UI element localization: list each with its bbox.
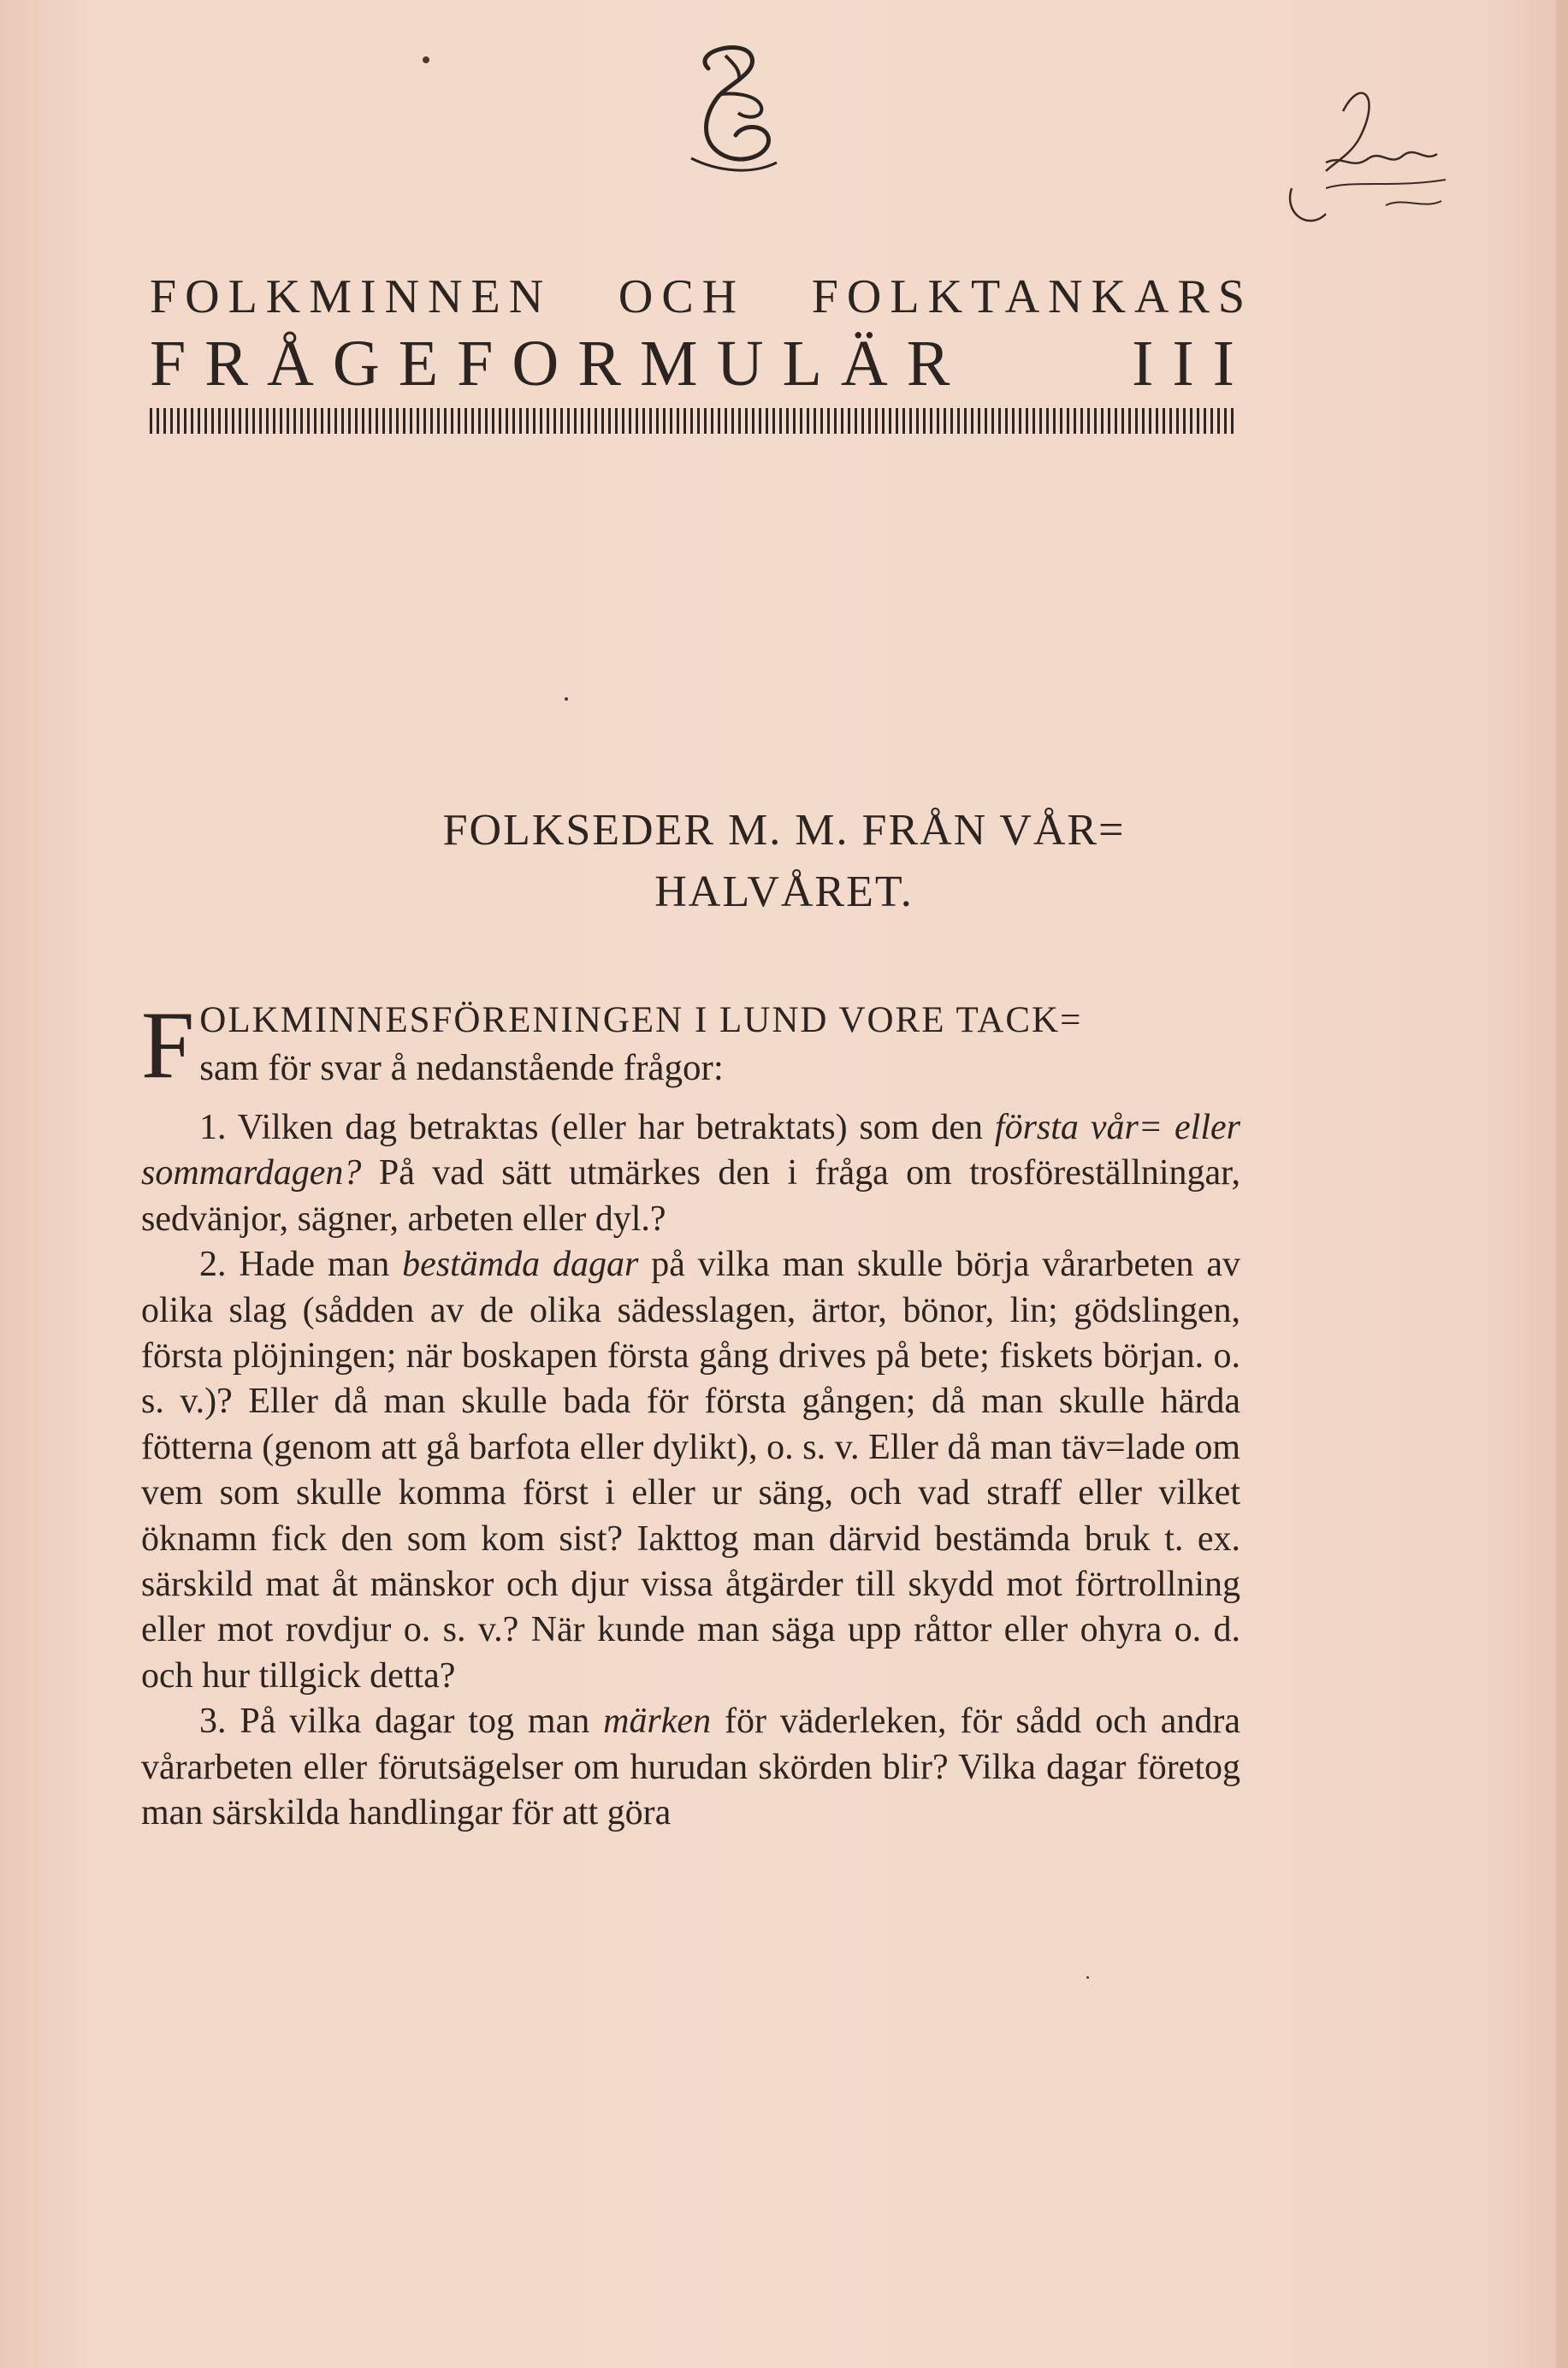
publisher-monogram — [657, 34, 785, 184]
question-text: Hade man — [239, 1245, 403, 1285]
ink-speck — [565, 697, 568, 701]
question-emphasis: första vår= eller sommardagen? — [141, 1108, 1241, 1193]
question-emphasis: märken — [603, 1702, 712, 1742]
drop-cap: F — [141, 992, 195, 1098]
intro-lead: OLKMINNESFÖRENINGEN I LUND VORE TACK= — [199, 1000, 1083, 1040]
ink-speck — [423, 56, 429, 63]
section-title-line-2: HALVÅRET. — [654, 867, 914, 916]
questions-body — [141, 1105, 1240, 1837]
question-3 — [141, 1699, 1240, 1836]
question-2 — [141, 1242, 1240, 1699]
question-text: för väderleken, för sådd och andra vårarbeten eller förutsägelser om hurudan skörden blir? Vilka dagar företog man särskilda handlingar för att göra — [141, 1702, 1241, 1833]
paper-edge — [1556, 0, 1568, 2368]
series-title: FOLKMINNEN OCH FOLKTANKARS — [150, 270, 1253, 323]
section-title-line-1: FOLKSEDER M. M. FRÅN VÅR= — [442, 806, 1126, 855]
handwritten-signature — [1232, 60, 1454, 257]
question-text: På vad sätt utmärkes den i fråga om trosföreställningar, sedvänjor, sägner, arbeten eller dyl.? — [141, 1153, 1240, 1239]
intro-rest: sam för svar å nedanstående frågor: — [199, 1048, 724, 1088]
question-number: 2. — [199, 1245, 227, 1285]
question-text: på vilka man skulle börja vårarbeten av olika slag (sådden av de olika sädesslagen, ärtor, bönor, lin; gödslingen, första plöjningen; när boskapen första gång drives på bete; fiskets början. o. s. v.)? Eller då man skulle bada för första gången; då man skulle härda fötterna (genom att gå barfota eller dylikt), o. s. v. Eller då man täv=lade om vem som skulle komma först i eller ur säng, och vad straff eller vilket öknamn fick den som kom sist? Iakttog man därvid bestämda bruk t. ex. särskild mat åt mänskor och djur vissa åtgärder till skydd mot förtrollning eller mot rovdjur o. s. v.? När kunde man säga upp råttor eller ohyra o. d. och hur tillgick detta? — [141, 1245, 1241, 1696]
question-text: På vilka dagar tog man — [240, 1702, 604, 1742]
form-title: FRÅGEFORMULÄR III — [150, 328, 1253, 400]
decorative-rule — [150, 408, 1238, 434]
question-emphasis: bestämda dagar — [402, 1245, 639, 1285]
intro-paragraph — [141, 992, 1240, 1098]
ink-speck — [1086, 1976, 1089, 1979]
question-number: 1. — [199, 1108, 227, 1147]
question-number: 3. — [199, 1702, 227, 1742]
question-1 — [141, 1105, 1240, 1242]
section-title — [0, 800, 1568, 923]
question-text: Vilken dag betraktas (eller har betraktats) som den — [237, 1108, 995, 1147]
